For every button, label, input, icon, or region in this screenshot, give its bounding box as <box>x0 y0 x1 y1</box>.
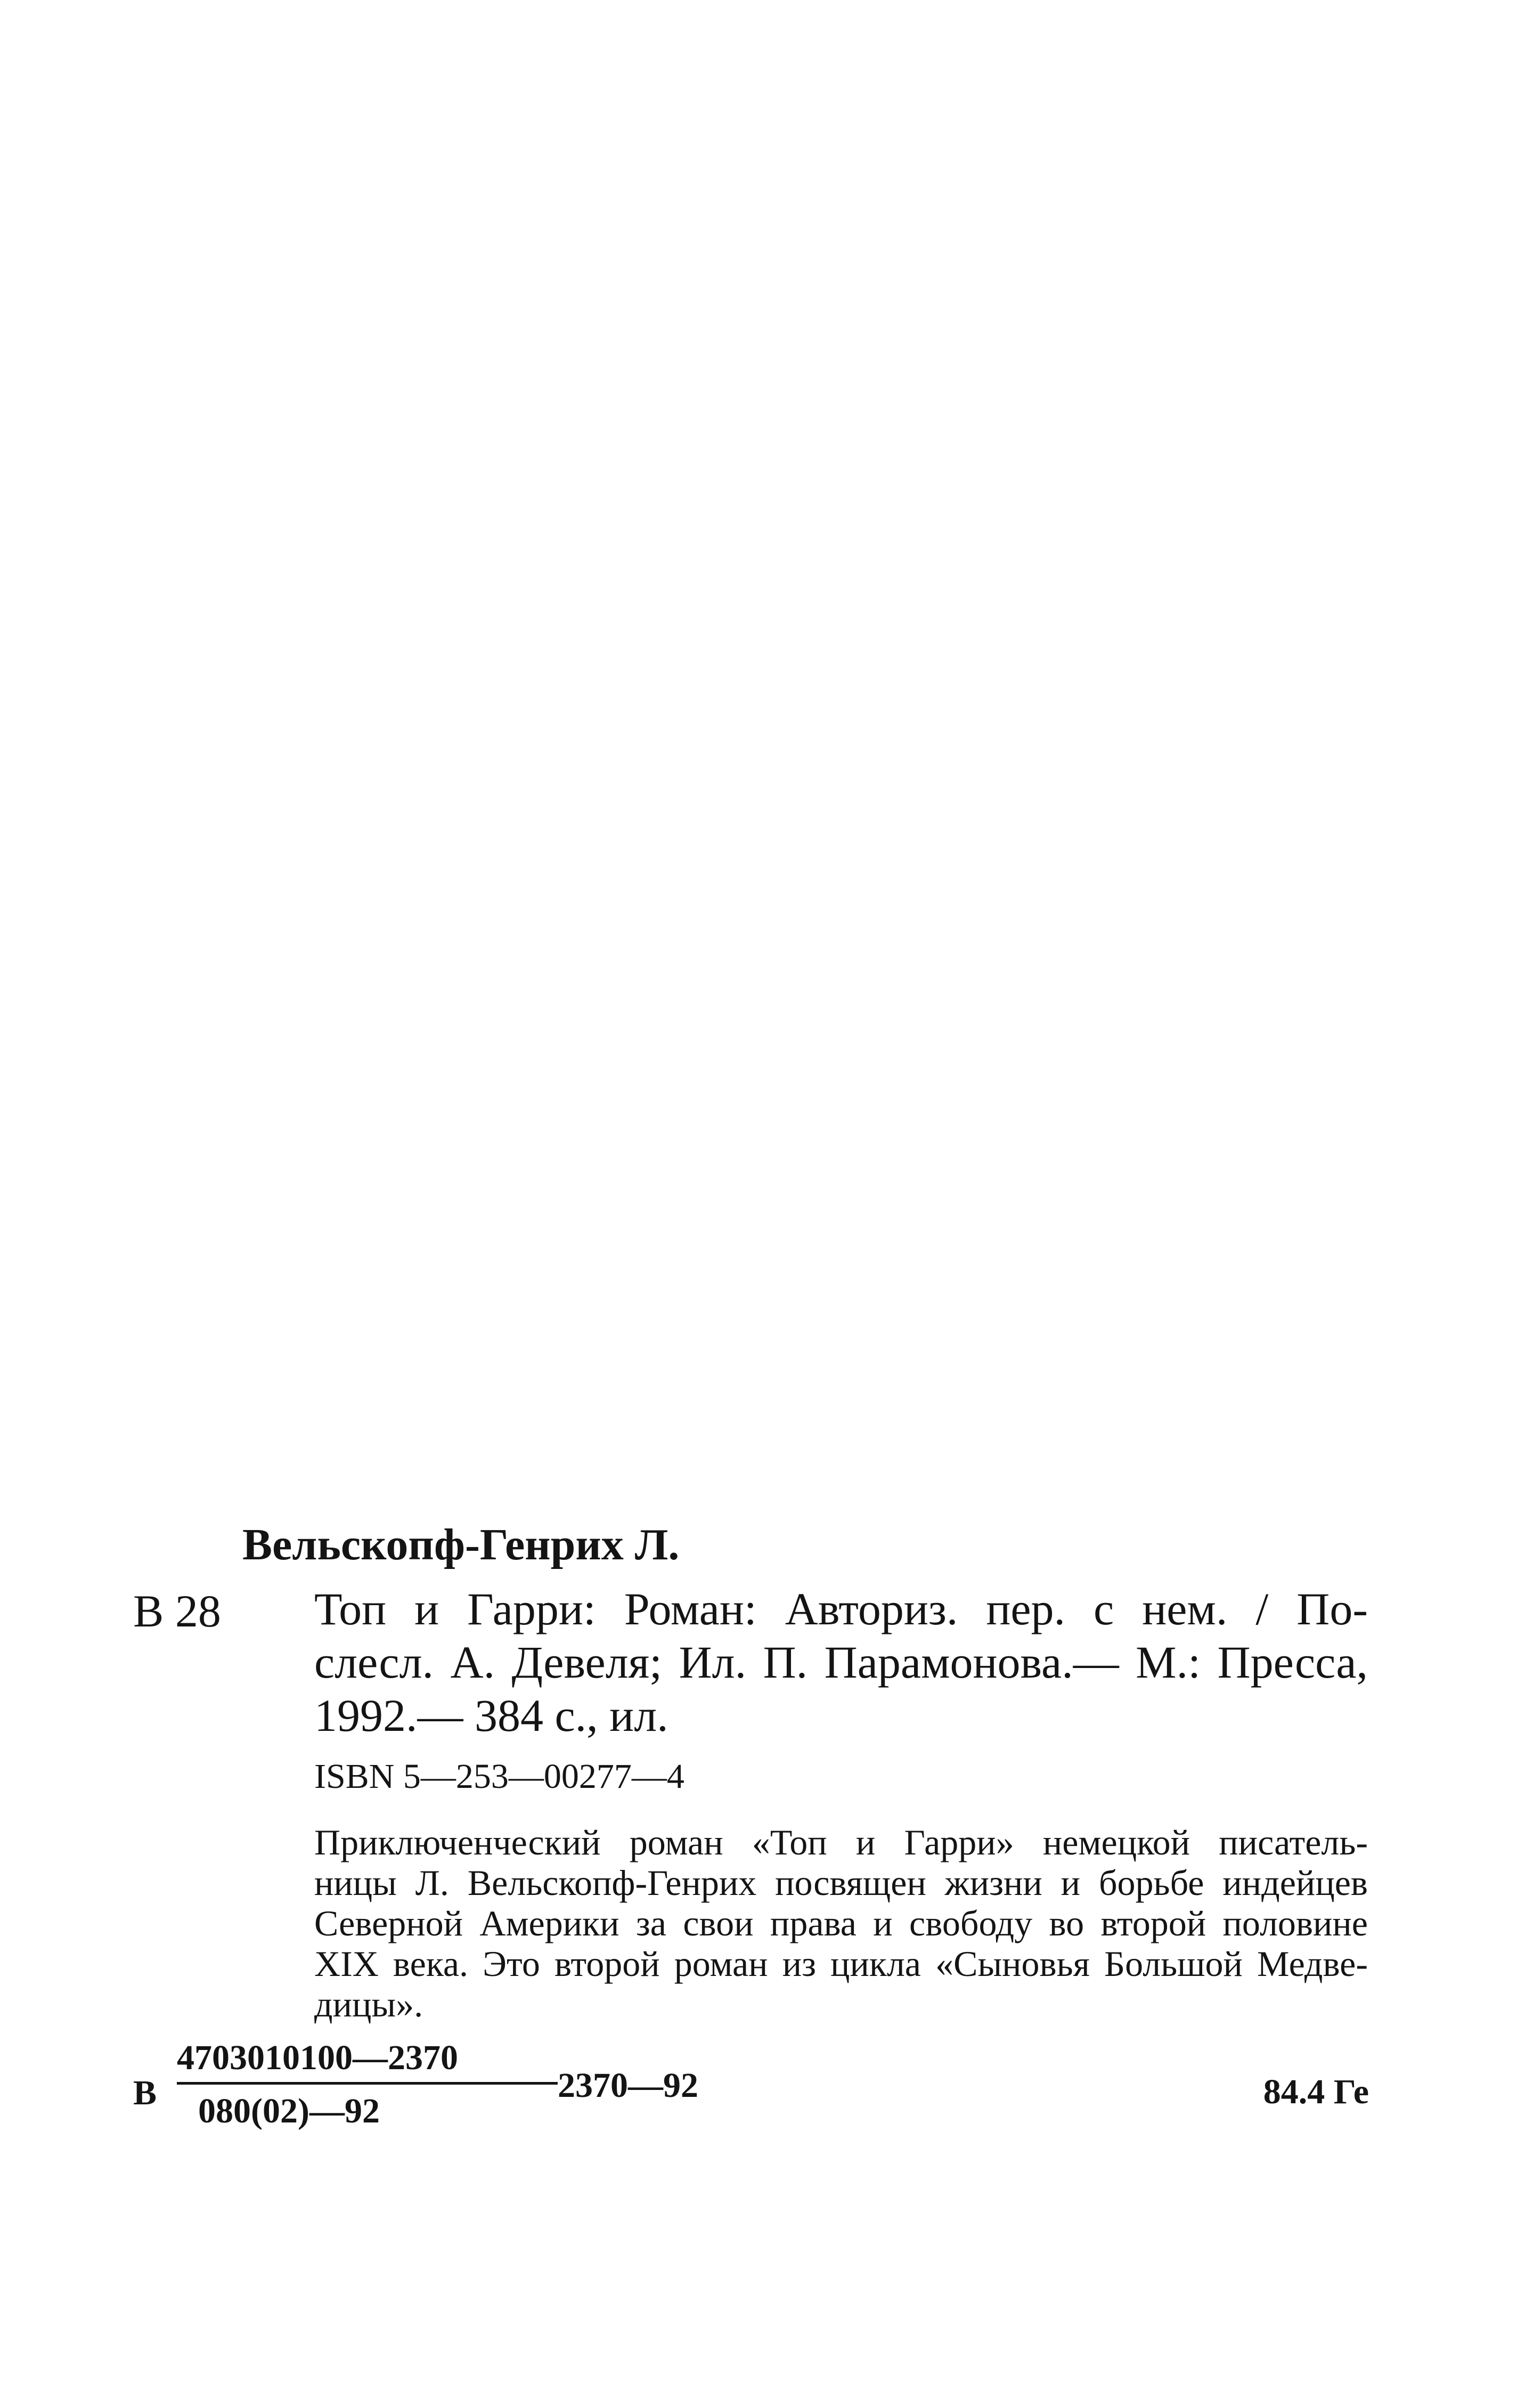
annotation-line: XIX века. Это второй роман из цикла «Сыновья Большой Медве- <box>314 1943 1368 1984</box>
annotation-line: дицы». <box>314 1984 423 2024</box>
bibliographic-description <box>314 1582 1368 1742</box>
classification-suffix: 2370—92 <box>558 2066 698 2105</box>
description-line: Топ и Гарри: Роман: Авториз. пер. с нем. / По- <box>314 1583 1368 1634</box>
fraction-bar <box>177 2082 558 2085</box>
isbn: ISBN 5—253—00277—4 <box>314 1757 684 1796</box>
bbk-code: 84.4 Ге <box>1263 2072 1369 2111</box>
description-line: 1992.— 384 с., ил. <box>314 1690 668 1741</box>
author-heading: Вельскопф-Генрих Л. <box>242 1520 680 1569</box>
classification-block <box>133 2040 1369 2147</box>
annotation <box>314 1822 1368 2024</box>
classification-numerator: 4703010100—2370 <box>177 2038 458 2077</box>
annotation-line: ницы Л. Вельскопф-Генрих посвящен жизни и борьбе индейцев <box>314 1862 1368 1903</box>
description-line: слесл. А. Девеля; Ил. П. Парамонова.— М.: Пресса, <box>314 1637 1368 1688</box>
author-code: В 28 <box>133 1585 221 1637</box>
annotation-line: Северной Америки за свои права и свободу во второй половине <box>314 1903 1368 1943</box>
classification-denominator: 080(02)—92 <box>198 2092 380 2130</box>
annotation-line: Приключенческий роман «Топ и Гарри» немецкой писатель- <box>314 1822 1368 1862</box>
classification-letter: В <box>133 2073 157 2112</box>
